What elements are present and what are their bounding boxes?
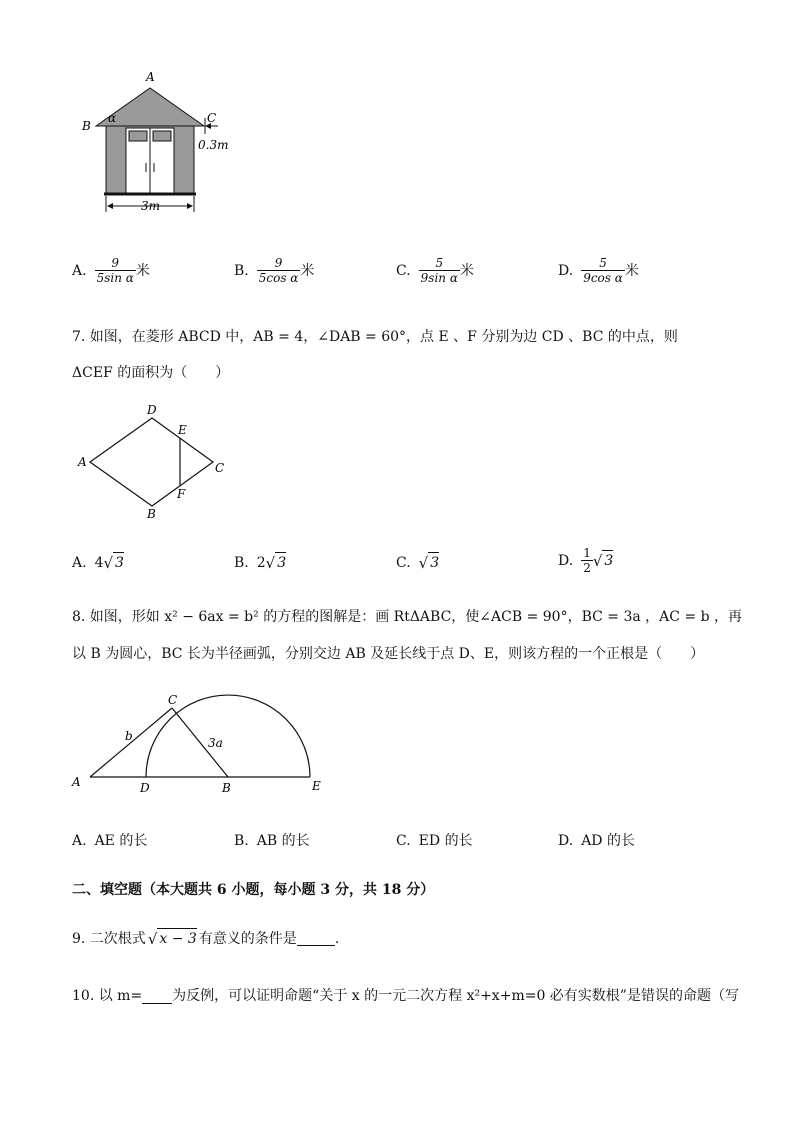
semicircle-figure [68, 690, 338, 800]
semi-label-b: B [222, 781, 231, 795]
q7-stem-line2: ΔCEF 的面积为（ ） [72, 365, 230, 381]
vertex-b-label: B [82, 119, 91, 133]
vertex-a-label: A [146, 70, 155, 84]
q8-option-d[interactable]: D. AD 的长 [558, 833, 635, 849]
rhombus-label-f: F [177, 487, 186, 501]
q8-option-b[interactable]: B. AB 的长 [234, 833, 310, 849]
width-label: 3m [141, 199, 161, 213]
semi-label-c: C [168, 693, 178, 707]
gap-label: 0.3m [198, 138, 229, 152]
side-label-3a: 3a [208, 736, 223, 750]
semi-label-e: E [312, 779, 321, 793]
q7-option-c[interactable]: C. √ 3 [396, 553, 440, 572]
vertex-c-label: C [207, 111, 217, 125]
q6-option-a[interactable]: A. $\frac{9}{\text{5sin α}}$ 米 [72, 256, 150, 285]
q6-option-b[interactable]: B. $\frac{9}{\text{5cos α}}$ 米 [234, 256, 315, 285]
q7-option-b[interactable]: B. 2 √ 3 [234, 553, 287, 572]
alpha-label: α [108, 111, 117, 125]
rhombus-figure [74, 402, 234, 524]
q8-stem-line1: 8. 如图，形如 x² − 6ax = b² 的方程的图解是：画 RtΔABC，使∠ACB = 90°，BC = 3a ，AC = b ，再 [72, 609, 743, 625]
semi-label-a: A [72, 775, 81, 789]
rhombus-label-c: C [215, 461, 225, 475]
side-label-b: b [125, 729, 133, 743]
section-2-heading: 二、填空题（本大题共 6 小题，每小题 3 分，共 18 分） [72, 882, 435, 898]
q8-option-c[interactable]: C. ED 的长 [396, 833, 473, 849]
q8-stem-line2: 以 B 为圆心，BC 长为半径画弧，分别交边 AB 及延长线于点 D、E，则该方程的一个正根是（ ） [72, 646, 705, 662]
q6-option-d[interactable]: D. $\frac{5}{\text{9cos α}}$ 米 [558, 256, 639, 285]
q7-stem-line1: 7. 如图，在菱形 ABCD 中，AB = 4，∠DAB = 60°，点 E 、F 分别为边 CD 、BC 的中点，则 [72, 329, 678, 345]
rhombus-label-d: D [147, 403, 157, 417]
q9-answer-blank[interactable] [297, 931, 335, 946]
arc-de [146, 695, 310, 777]
q10-stem: 10. 以 m= 为反例，可以证明命题“关于 x 的一元二次方程 x²+x+m=0 必有实数根”是错误的命题（写 [72, 988, 739, 1004]
q6-option-c[interactable]: C. $\frac{5}{\text{9sin α}}$ 米 [396, 256, 474, 285]
house-figure [74, 68, 234, 218]
rhombus-label-e: E [178, 423, 187, 437]
q7-option-a[interactable]: A. 4 √ 3 [72, 553, 124, 572]
q10-answer-blank[interactable] [142, 989, 172, 1004]
rhombus-label-b: B [147, 507, 156, 521]
rhombus-abcd [90, 418, 213, 506]
q7-option-d[interactable]: D. $\frac{1}{2}$ √ 3 [558, 546, 614, 575]
rhombus-label-a: A [78, 455, 87, 469]
semi-label-d: D [140, 781, 150, 795]
q9-stem: 9. 二次根式 √ x − 3 有意义的条件是 . [72, 929, 340, 948]
q8-option-a[interactable]: A. AE 的长 [72, 833, 148, 849]
